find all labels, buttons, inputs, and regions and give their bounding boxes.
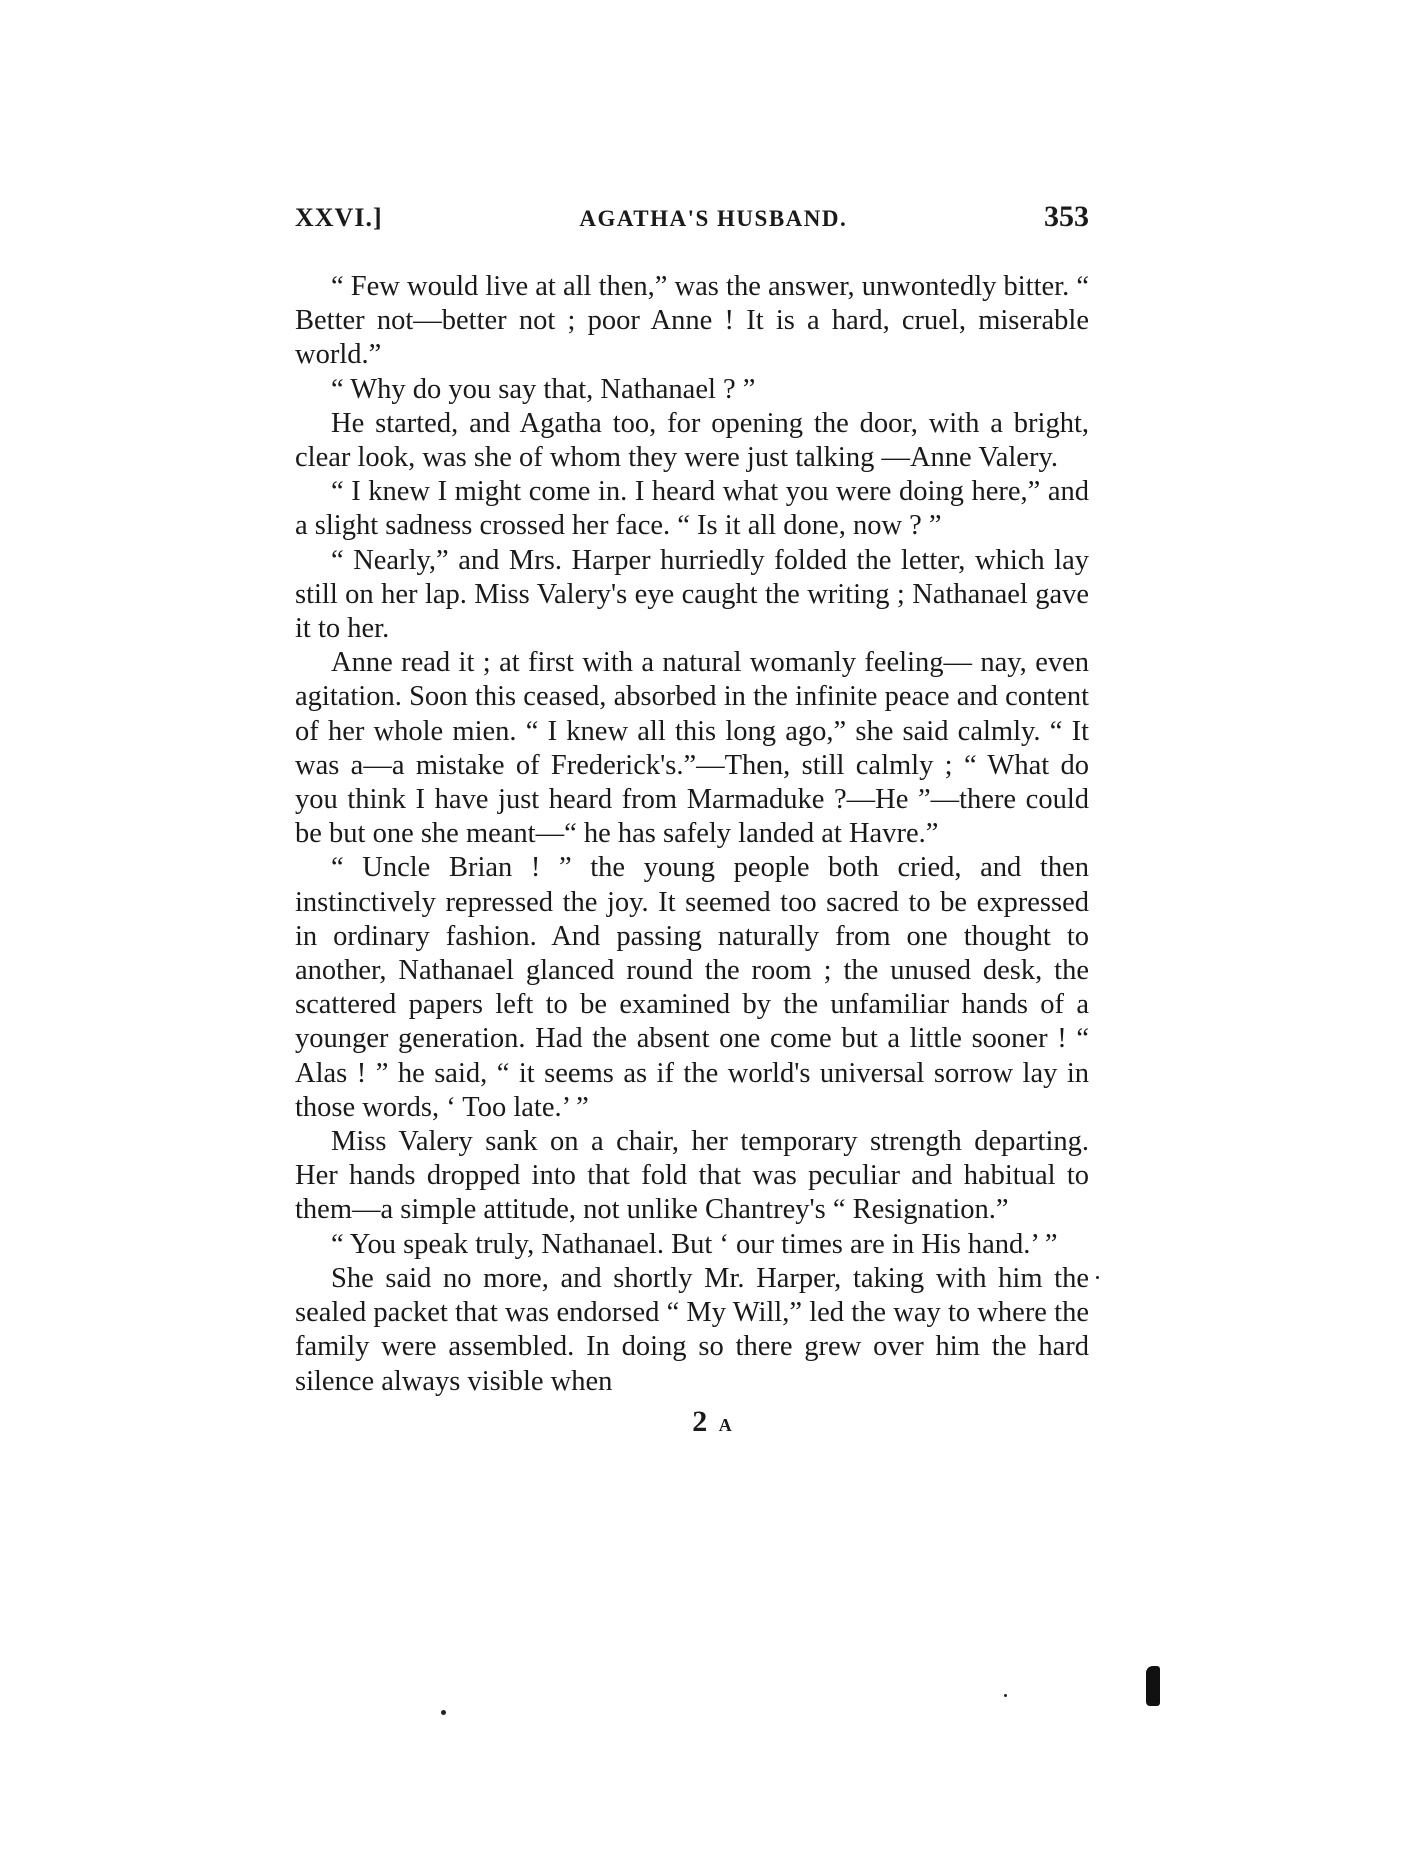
running-title: AGATHA'S HUSBAND. xyxy=(579,206,848,231)
book-page xyxy=(295,200,1089,1439)
ink-blot xyxy=(1146,1666,1160,1706)
paragraph: “ Why do you say that, Nathanael ? ” xyxy=(331,373,756,405)
signature-number: 2 xyxy=(692,1404,710,1438)
chapter-marker: XXVI.] xyxy=(295,203,383,232)
paragraph: “ I knew I might come in. I heard what you were doing here,” and a slight sadness crossed her face. “ Is it all done, now ? ” xyxy=(295,476,1089,542)
body-text xyxy=(295,270,1089,1399)
paragraph: Anne read it ; at first with a natural womanly feeling— nay, even agitation. Soon this ceased, absorbed in the infinite peace and content of her whole mien. “ I knew all this long ago,” she said calmly. “ It was a—a mistake of Frederick's.”—Then, still calmly ; “ What do you think I have just heard from Marmaduke ?—He ”—there could be but one she meant—“ he has safely landed at Havre.” xyxy=(295,647,1089,850)
ink-speck xyxy=(1004,1694,1007,1697)
paragraph: He started, and Agatha too, for opening the door, with a bright, clear look, was she of whom they were just talking —Anne Valery. xyxy=(295,407,1089,474)
paragraph: She said no more, and shortly Mr. Harper, taking with him the sealed packet that was endorsed “ My Will,” led the way to where the family were assembled. In doing so there grew over him the hard silence always visible when xyxy=(295,1262,1089,1397)
page-number: 353 xyxy=(1044,200,1089,233)
ink-speck xyxy=(441,1710,446,1715)
signature-letter: A xyxy=(718,1414,732,1435)
paragraph: “ You speak truly, Nathanael. But ‘ our times are in His hand.’ ” xyxy=(331,1228,1058,1260)
signature-mark xyxy=(295,1405,1089,1439)
paragraph: “ Nearly,” and Mrs. Harper hurriedly folded the letter, which lay still on her lap. Miss Valery's eye caught the writing ; Nathanael gave it to her. xyxy=(295,544,1089,645)
paragraph: Miss Valery sank on a chair, her temporary strength departing. Her hands dropped into that fold that was peculiar and habitual to them—a simple attitude, not unlike Chantrey's “ Resignation.” xyxy=(295,1126,1089,1226)
running-header xyxy=(295,200,1089,252)
ink-speck xyxy=(1096,1276,1099,1279)
paragraph: “ Few would live at all then,” was the answer, unwontedly bitter. “ Better not—better not ; poor Anne ! It is a hard, cruel, miserable world.” xyxy=(295,271,1089,371)
paragraph: “ Uncle Brian ! ” the young people both cried, and then instinctively repressed the joy. It seemed too sacred to be expressed in ordinary fashion. And passing naturally from one thought to another, Nathanael glanced round the room ; the unused desk, the scattered papers left to be examined by the unfamiliar hands of a younger generation. Had the absent one come but a little sooner ! “ Alas ! ” he said, “ it seems as if the world's universal sorrow lay in those words, ‘ Too late.’ ” xyxy=(295,852,1089,1123)
